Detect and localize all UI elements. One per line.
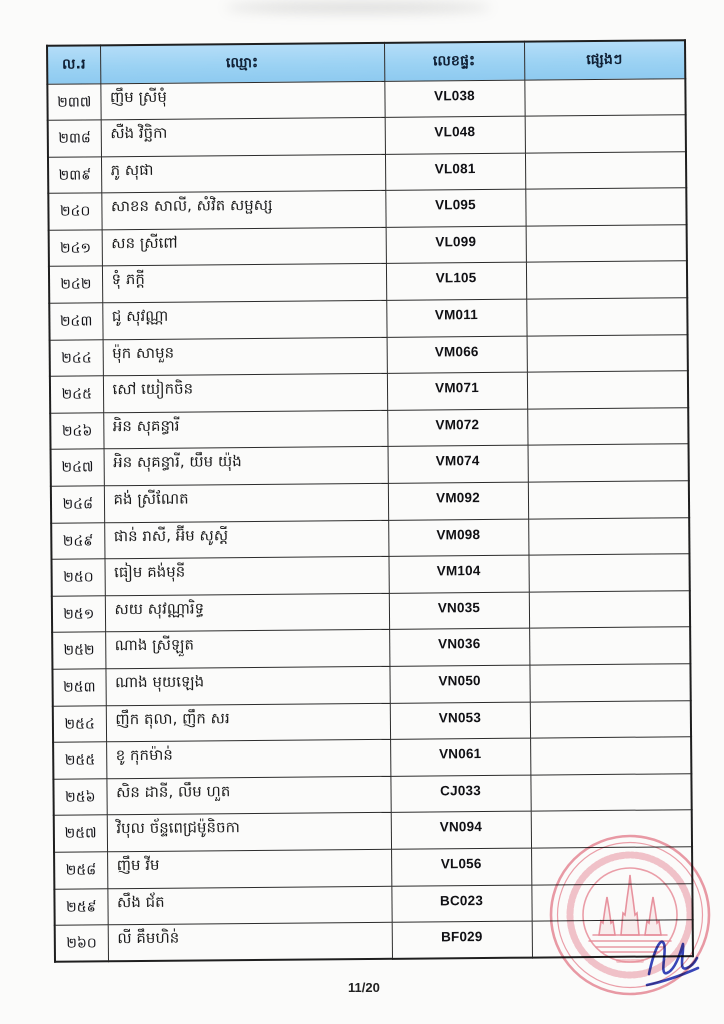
house-code: VL056 <box>391 848 531 886</box>
remarks-cell <box>530 737 691 775</box>
person-name: សន ស្រីពៅ <box>102 227 386 266</box>
house-code: VM092 <box>388 482 528 520</box>
remarks-cell <box>524 78 685 116</box>
row-number: ២៥៩ <box>54 888 107 925</box>
house-code: VL038 <box>384 80 524 118</box>
house-code: VM072 <box>387 409 527 447</box>
person-name: ណាង មុយឡេង <box>105 666 389 705</box>
row-number: ២៥៨ <box>54 852 107 889</box>
table-row <box>54 847 692 889</box>
table-row <box>50 334 688 376</box>
person-name: អិន សុគន្ធារី, យឹម យ៉ុង <box>104 447 388 486</box>
remarks-cell <box>525 115 686 153</box>
table-row <box>51 444 689 486</box>
remarks-cell <box>525 188 686 226</box>
person-name: ផាន់ រាសី, អ៊ីម សូស្តី <box>104 520 388 559</box>
remarks-cell <box>527 371 688 409</box>
house-code: VN050 <box>389 665 529 703</box>
house-code: BC023 <box>391 885 531 923</box>
row-number: ២៥៥ <box>53 742 106 779</box>
page-number: 11/20 <box>348 980 380 995</box>
remarks-cell <box>528 444 689 482</box>
person-name: សឹង ជ័ត <box>107 886 391 925</box>
row-number: ២៤៨ <box>51 486 104 523</box>
person-name: វិបុល ច័ន្ទពេជ្រម៉ូនិចកា <box>107 813 391 852</box>
table-row <box>55 920 693 962</box>
remarks-cell <box>531 810 692 848</box>
row-number: ២៤៩ <box>51 522 104 559</box>
house-code: VM011 <box>386 299 526 337</box>
header-name: ឈ្មោះ <box>100 43 384 83</box>
house-code: CJ033 <box>390 775 530 813</box>
row-number: ២៥១ <box>52 596 105 633</box>
table-row <box>49 261 687 303</box>
remarks-cell <box>528 517 689 555</box>
name-roster-table <box>46 39 694 963</box>
person-name: ញឹម ស្រីមុំ <box>100 81 384 120</box>
table-row <box>48 151 686 193</box>
row-number: ២៤៤ <box>50 339 103 376</box>
header-number: ល.រ <box>47 45 100 83</box>
row-number: ២៤៥ <box>50 376 103 413</box>
row-number: ២៥៧ <box>54 815 107 852</box>
person-name: សឺង វិច្ឆិកា <box>101 117 385 156</box>
house-code: VN036 <box>389 629 529 667</box>
person-name: គង់ ស្រីណែត <box>104 483 388 522</box>
row-number: ២៤១ <box>49 230 102 267</box>
person-name: សយ សុវណ្ណារិទ្ធ <box>105 593 389 632</box>
table-row <box>49 225 687 267</box>
table-row <box>53 737 691 779</box>
person-name: ញឹម វីម <box>107 849 391 888</box>
roster-table-container <box>46 39 692 963</box>
table-header-row <box>47 40 685 84</box>
table-row <box>54 810 692 852</box>
house-code: VM074 <box>388 446 528 484</box>
scan-shadow-artifact <box>225 2 491 13</box>
remarks-cell <box>525 151 686 189</box>
person-name: ធៀម គង់មុនី <box>104 557 388 596</box>
person-name: ខូ កុកម៉ាន់ <box>106 740 390 779</box>
table-row <box>53 700 691 742</box>
row-number: ២៤៦ <box>50 413 103 450</box>
header-remarks: ផ្សេងៗ <box>524 40 685 79</box>
house-code: BF029 <box>392 921 532 959</box>
table-row <box>49 298 687 340</box>
header-house-code: លេខផ្ទះ <box>384 42 524 81</box>
person-name: ភូ សុផា <box>101 154 385 193</box>
person-name: សិន ដានី, លឹម ហួត <box>106 776 390 815</box>
house-code: VM066 <box>387 336 527 374</box>
remarks-cell <box>530 700 691 738</box>
person-name: ជូ សុវណ្ណា <box>102 300 386 339</box>
remarks-cell <box>529 627 690 665</box>
row-number: ២៥៦ <box>53 779 106 816</box>
person-name: ញឹក តុលា, ញឹក សរ <box>106 703 390 742</box>
house-code: VN094 <box>391 811 531 849</box>
house-code: VL105 <box>386 263 526 301</box>
table-row <box>54 883 692 925</box>
table-row <box>52 664 690 706</box>
table-row <box>48 115 686 157</box>
table-row <box>50 371 688 413</box>
house-code: VL081 <box>385 153 525 191</box>
table-row <box>53 773 691 815</box>
table-row <box>51 481 689 523</box>
row-number: ២៤២ <box>49 266 102 303</box>
row-number: ២៣៧ <box>47 83 100 120</box>
house-code: VM098 <box>388 519 528 557</box>
house-code: VN035 <box>389 592 529 630</box>
table-row <box>51 554 689 596</box>
row-number: ២៥០ <box>51 559 104 596</box>
remarks-cell <box>527 408 688 446</box>
row-number: ២៣៨ <box>48 120 101 157</box>
remarks-cell <box>531 883 692 921</box>
row-number: ២៥៣ <box>52 669 105 706</box>
person-name: សាខន សាលី, សំវិត សម្ផស្ស <box>101 191 385 230</box>
row-number: ២៦០ <box>55 925 108 962</box>
person-name: សៅ យៀកចិន <box>103 374 387 413</box>
row-number: ២៤៧ <box>51 449 104 486</box>
table-row <box>50 408 688 450</box>
table-row <box>52 627 690 669</box>
table-row <box>48 188 686 230</box>
house-code: VL048 <box>385 116 525 154</box>
table-row <box>51 517 689 559</box>
row-number: ២៤០ <box>48 193 101 230</box>
remarks-cell <box>527 334 688 372</box>
house-code: VN053 <box>390 702 530 740</box>
person-name: ទុំ ភក្តី <box>102 264 386 303</box>
remarks-cell <box>526 225 687 263</box>
remarks-cell <box>528 554 689 592</box>
table-row <box>52 591 690 633</box>
person-name: ម៉ុក សាមួន <box>103 337 387 376</box>
row-number: ២៥២ <box>52 632 105 669</box>
table-row <box>47 78 685 120</box>
row-number: ២៣៩ <box>48 157 101 194</box>
remarks-cell <box>531 847 692 885</box>
row-number: ២៥៤ <box>53 705 106 742</box>
person-name: ណាង ស្រីឡួត <box>105 630 389 669</box>
remarks-cell <box>529 591 690 629</box>
remarks-cell <box>529 664 690 702</box>
remarks-cell <box>530 773 691 811</box>
table-body <box>47 78 693 962</box>
house-code: VL099 <box>386 226 526 264</box>
house-code: VM104 <box>388 555 528 593</box>
house-code: VL095 <box>385 189 525 227</box>
signature <box>640 928 706 996</box>
row-number: ២៤៣ <box>49 303 102 340</box>
person-name: អិន សុគន្ធារី <box>103 410 387 449</box>
remarks-cell <box>528 481 689 519</box>
house-code: VN061 <box>390 738 530 776</box>
remarks-cell <box>526 261 687 299</box>
remarks-cell <box>526 298 687 336</box>
person-name: លី គឹមហិន់ <box>108 922 392 961</box>
house-code: VM071 <box>387 372 527 410</box>
